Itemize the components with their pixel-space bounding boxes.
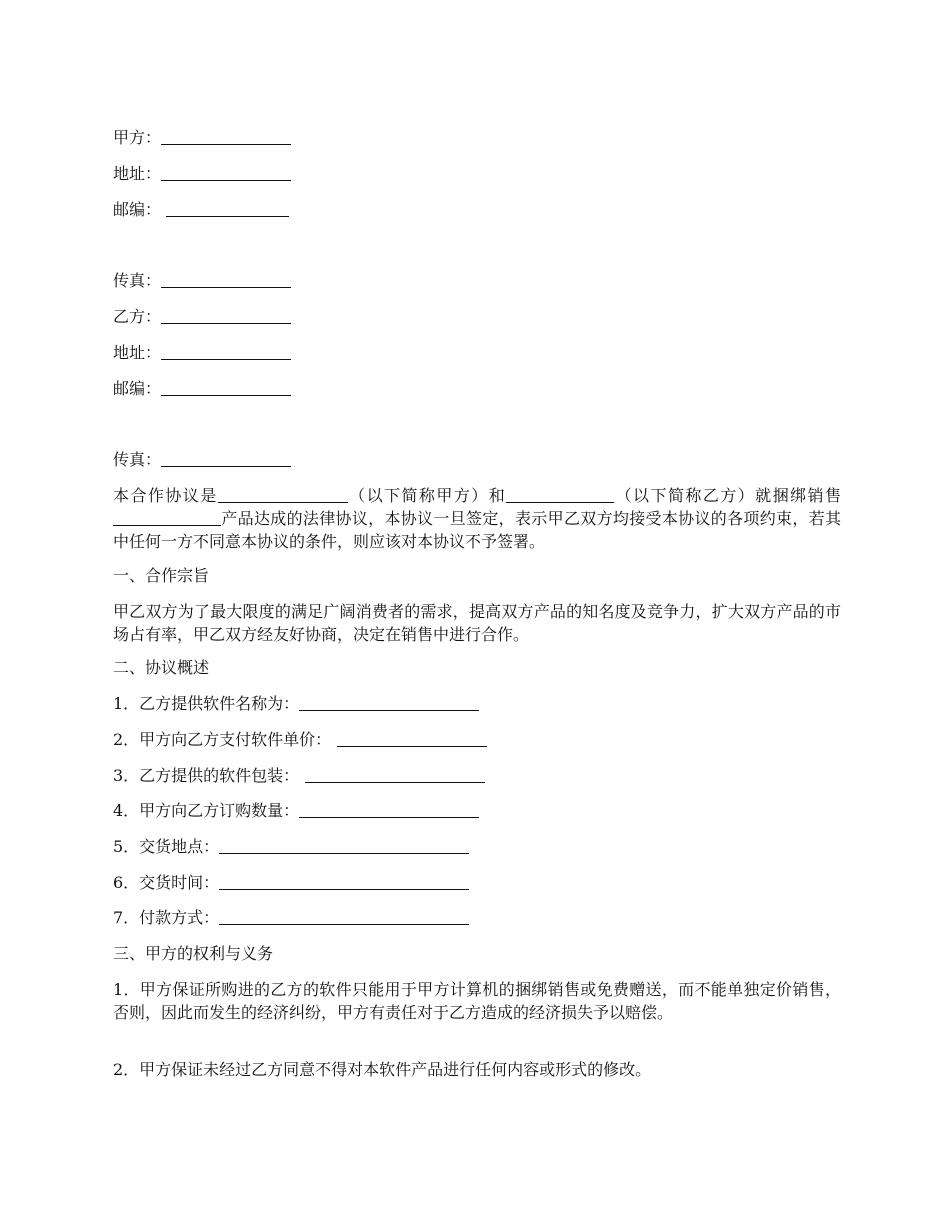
party-a-fax-blank: [161, 272, 291, 288]
party-a-blank: [161, 129, 291, 145]
section2-item-1-label: 1．乙方提供软件名称为：: [113, 694, 300, 713]
party-b-fax-label: 传真：: [113, 450, 162, 469]
intro-party-a-blank: [218, 487, 348, 503]
party-b-address-blank: [161, 344, 291, 360]
party-b-fax-blank: [161, 451, 291, 467]
section2-item-6-label: 6．交货时间：: [113, 873, 220, 892]
intro-seg2: （以下简称甲方）和: [347, 486, 507, 505]
section1-heading: 一、合作宗旨: [113, 566, 210, 585]
section2-item-2-blank: [337, 731, 487, 747]
intro-seg4: 产品达成的法律协议，本协议一旦签定，表示甲乙双方均接受本协议的各项约束，若其中任何一方不同意本协议的条件，则应该对本协议不予签署。: [113, 509, 841, 551]
party-a-label: 甲方：: [113, 128, 162, 147]
section2-heading: 二、协议概述: [113, 658, 210, 677]
section2-item-1-blank: [299, 695, 479, 711]
section2-item-4-label: 4．甲方向乙方订购数量：: [113, 801, 300, 820]
intro-party-b-blank: [506, 487, 614, 503]
party-b-address-label: 地址：: [113, 343, 162, 362]
section2-item-5: [113, 837, 469, 857]
section2-item-7-blank: [219, 909, 469, 925]
section3-item-1: 1．甲方保证所购进的乙方的软件只能用于甲方计算机的捆绑销售或免费赠送，而不能单独定价销售，否则，因此而发生的经济纠纷，甲方有责任对于乙方造成的经济损失予以赔偿。: [113, 980, 841, 1022]
section2-item-3-label: 3．乙方提供的软件包装：: [113, 766, 300, 785]
intro-seg1: 本合作协议是: [113, 486, 218, 505]
section2-item-4-blank: [299, 802, 479, 818]
party-b-postcode-line: [113, 379, 291, 399]
section2-item-4: [113, 801, 479, 821]
party-a-address-label: 地址：: [113, 164, 162, 183]
party-a-line: [113, 128, 291, 148]
section1-body: 甲乙双方为了最大限度的满足广阔消费者的需求，提高双方产品的知名度及竞争力，扩大双方产品的市场占有率，甲乙双方经友好协商，决定在销售中进行合作。: [113, 602, 841, 644]
party-a-fax-label: 传真：: [113, 271, 162, 290]
party-b-postcode-blank: [161, 380, 291, 396]
party-b-postcode-label: 邮编：: [113, 379, 162, 398]
section2-item-2: [113, 730, 487, 750]
section2-item-7-label: 7．付款方式：: [113, 908, 220, 927]
party-a-fax-line: [113, 271, 291, 291]
section3-heading: 三、甲方的权利与义务: [113, 944, 274, 963]
section3-item-2: 2．甲方保证未经过乙方同意不得对本软件产品进行任何内容或形式的修改。: [113, 1060, 652, 1079]
section2-item-1: [113, 694, 479, 714]
intro-paragraph: [113, 484, 841, 553]
party-b-fax-line: [113, 450, 291, 470]
party-a-postcode-label: 邮编：: [113, 200, 162, 219]
section2-item-3-blank: [305, 767, 485, 783]
section2-item-2-label: 2．甲方向乙方支付软件单价：: [113, 730, 332, 749]
section2-item-7: [113, 908, 469, 928]
party-b-address-line: [113, 343, 291, 363]
party-a-postcode-blank: [166, 201, 289, 217]
section2-item-5-blank: [219, 838, 469, 854]
section2-item-5-label: 5．交货地点：: [113, 837, 220, 856]
party-a-address-blank: [161, 165, 291, 181]
intro-seg3: （以下简称乙方）就捆绑销售: [614, 486, 841, 505]
party-b-blank: [161, 308, 291, 324]
party-a-address-line: [113, 164, 291, 184]
party-a-postcode-line: [113, 200, 289, 220]
section2-item-6: [113, 873, 469, 893]
party-b-line: [113, 307, 291, 327]
intro-product-blank: [113, 510, 221, 526]
section2-item-3: [113, 766, 485, 786]
section2-item-6-blank: [219, 874, 469, 890]
party-b-label: 乙方：: [113, 307, 162, 326]
